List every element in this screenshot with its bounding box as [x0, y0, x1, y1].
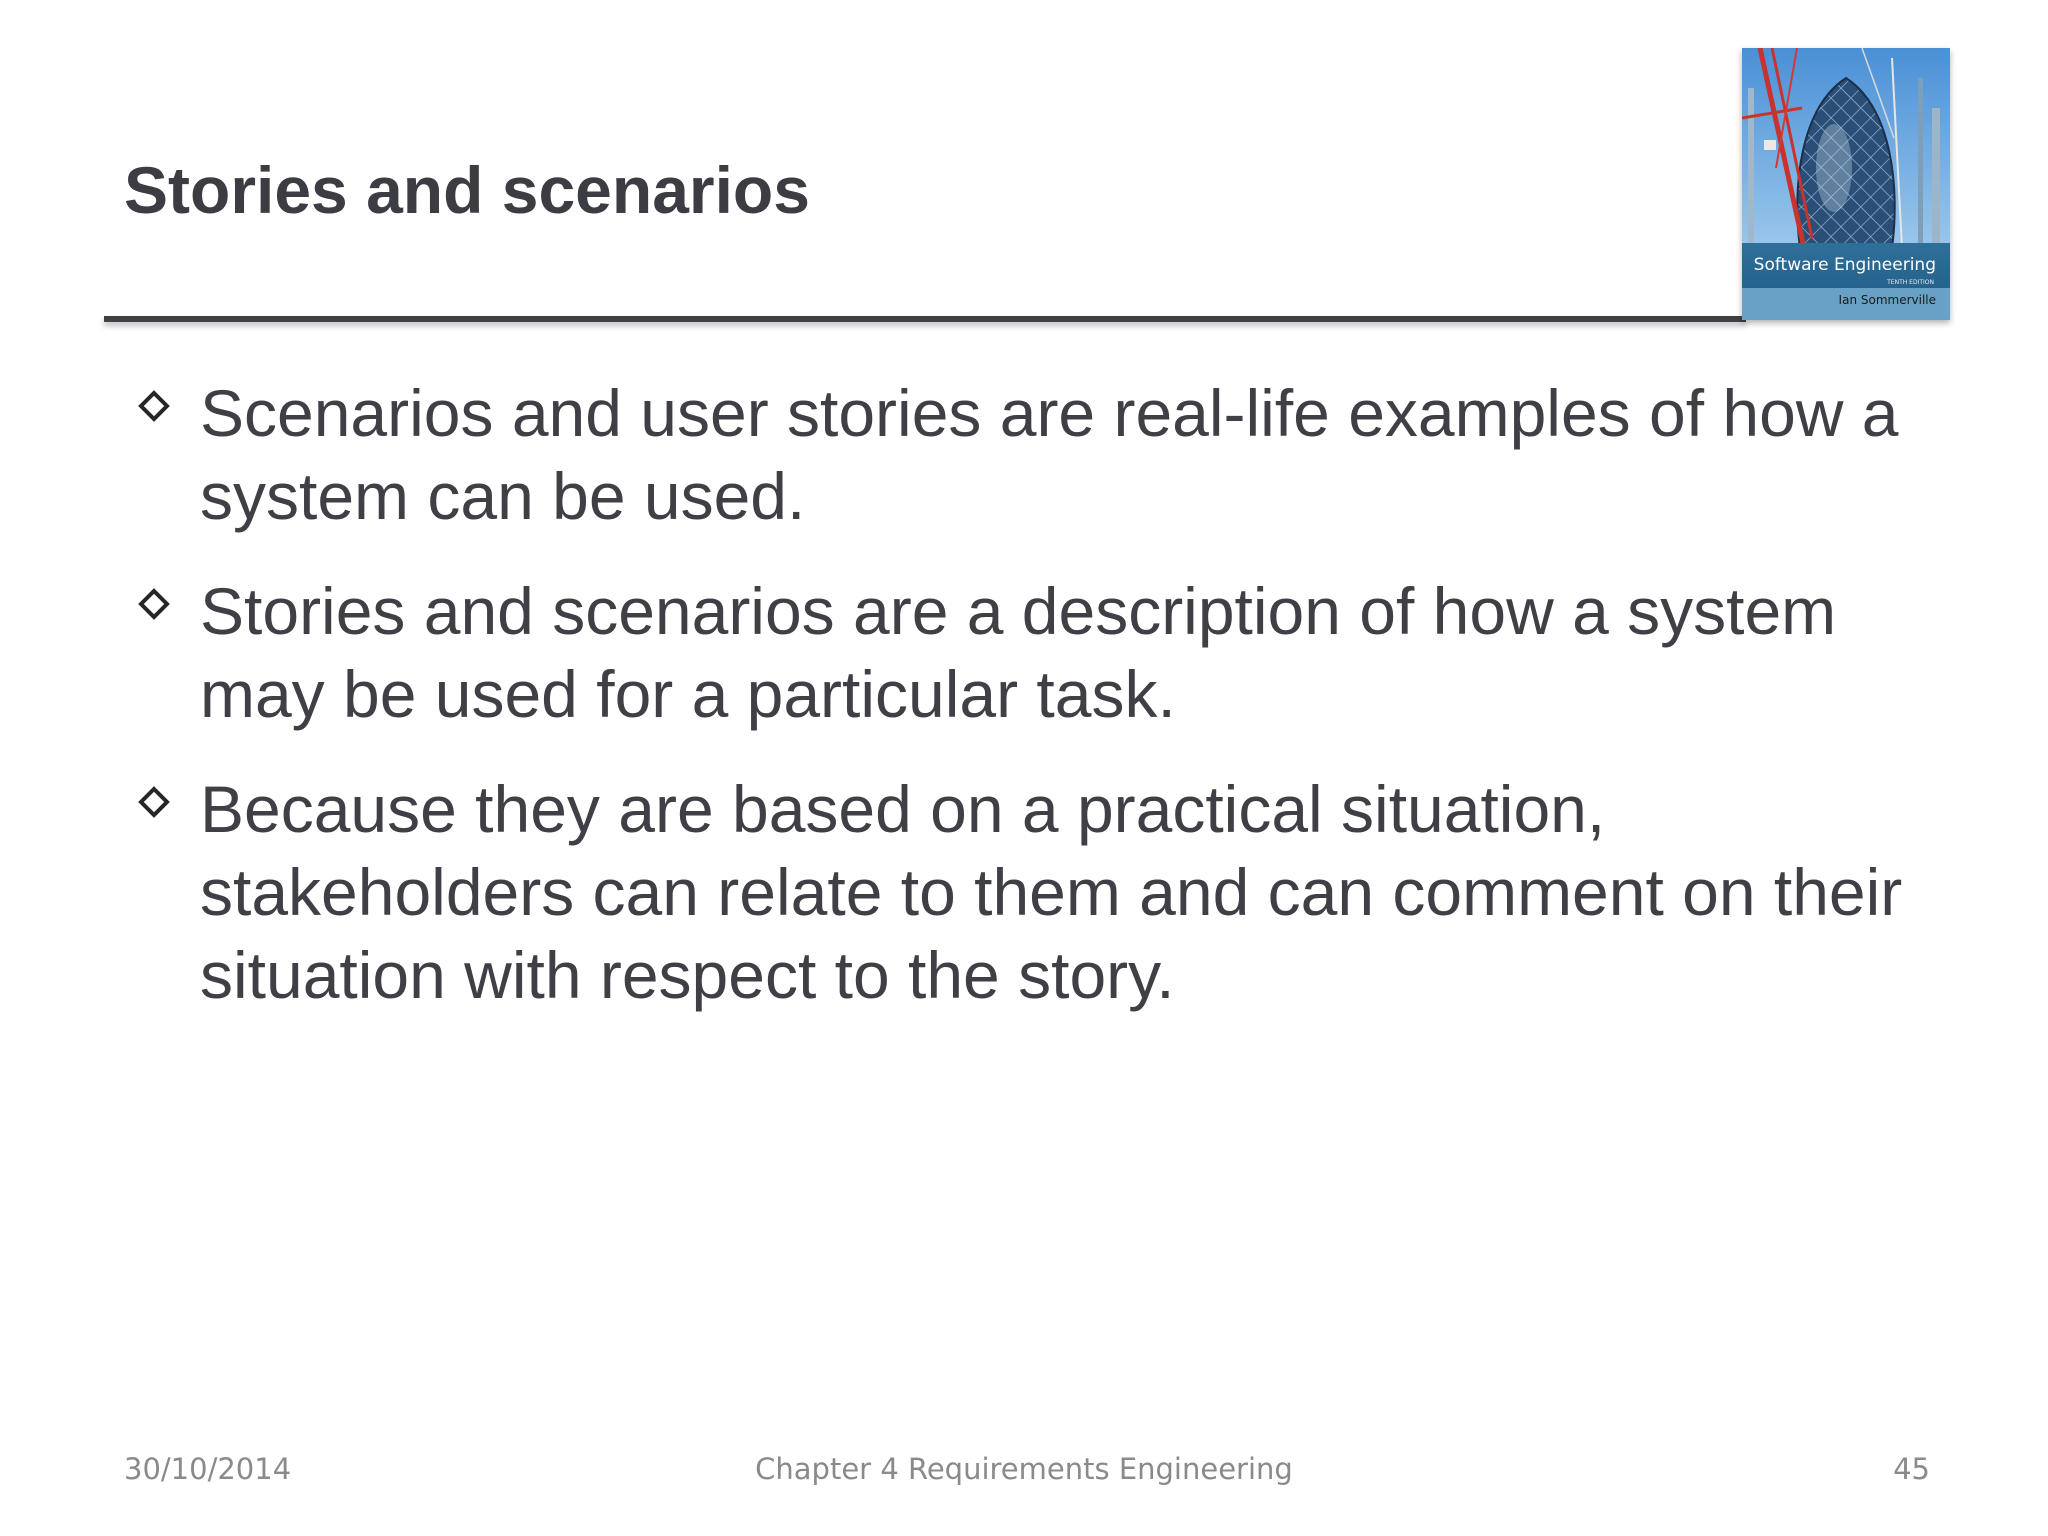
footer-page-number: 45 — [1893, 1452, 1930, 1486]
slide-title: Stories and scenarios — [124, 153, 810, 227]
bullet-list — [128, 372, 1928, 1049]
diamond-outline-icon — [138, 588, 170, 620]
cover-title: Software Engineering — [1753, 255, 1936, 275]
footer-chapter: Chapter 4 Requirements Engineering — [755, 1452, 1293, 1486]
bullet-text: Stories and scenarios are a description of how a system may be used for a particular task. — [200, 574, 1837, 731]
bullet-item — [128, 372, 1928, 538]
bullet-text: Because they are based on a practical situation, stakeholders can relate to them and can comment on their situation with respect to the story. — [200, 772, 1903, 1012]
title-divider — [104, 316, 1746, 322]
cover-edition: TENTH EDITION — [1887, 279, 1934, 286]
footer-date: 30/10/2014 — [124, 1452, 292, 1486]
bullet-text: Scenarios and user stories are real-life examples of how a system can be used. — [200, 376, 1899, 533]
diamond-outline-icon — [138, 786, 170, 818]
diamond-outline-icon — [138, 390, 170, 422]
bullet-item — [128, 768, 1928, 1017]
bullet-item — [128, 570, 1928, 736]
cover-author: Ian Sommerville — [1838, 293, 1936, 307]
book-cover-image — [1742, 48, 1950, 320]
